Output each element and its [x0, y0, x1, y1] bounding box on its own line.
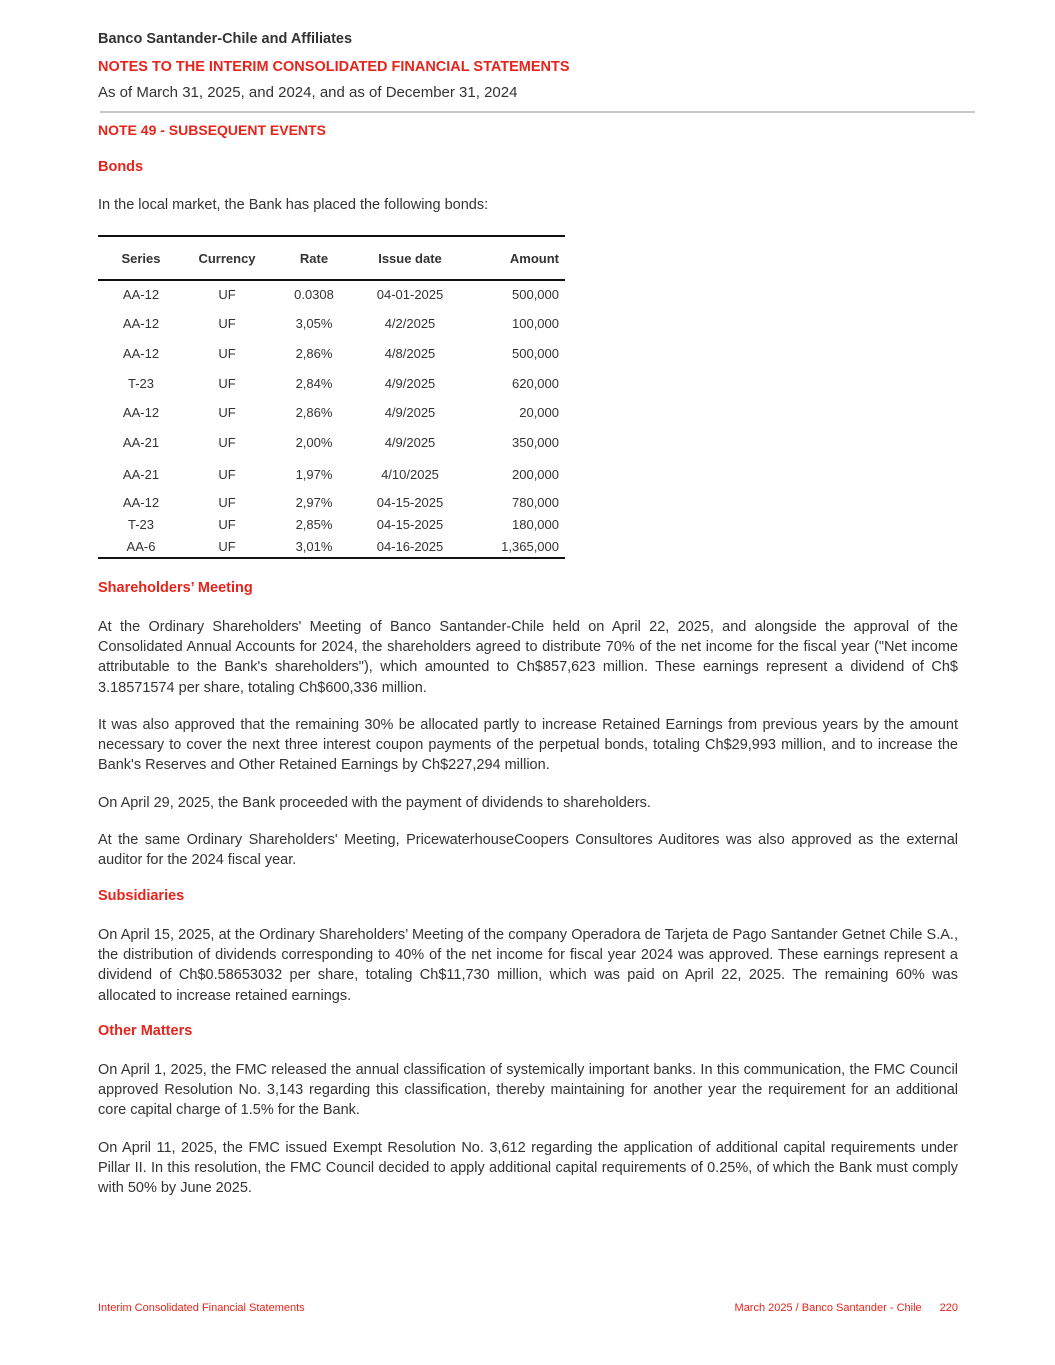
cell-issue-date: 04-15-2025	[376, 495, 444, 510]
cell-series: AA-12	[122, 495, 160, 510]
shareholders-heading: Shareholders’ Meeting	[98, 580, 253, 596]
company-name: Banco Santander-Chile and Affiliates	[98, 31, 353, 47]
cell-issue-date: 04-16-2025	[376, 539, 444, 554]
table-row	[98, 376, 565, 396]
cell-rate: 3,01%	[295, 539, 333, 554]
cell-currency: UF	[218, 287, 236, 302]
table-row	[98, 495, 565, 515]
cell-series: AA-21	[122, 435, 160, 450]
bonds-intro: In the local market, the Bank has placed the following bonds:	[98, 197, 489, 213]
cell-rate: 2,86%	[295, 346, 333, 361]
cell-amount: 200,000	[512, 467, 559, 482]
cell-series: AA-6	[126, 539, 156, 554]
cell-rate: 0.0308	[294, 287, 334, 302]
shareholders-paragraph-1: At the Ordinary Shareholders' Meeting of Banco Santander-Chile held on April 22, 2025, and alongside the approval of the Consolidated Annual Accounts for 2024, the shareholders agreed to distribute 70% of the net income for the fiscal year ("Net income attributable to the Bank's shareholders"), which amounted to Ch$857,623 million. These earnings represent a dividend of Ch$ 3.18571574 per share, totaling Ch$600,336 million.	[98, 619, 958, 696]
date-line: As of March 31, 2025, and 2024, and as of December 31, 2024	[98, 84, 518, 101]
document-title: NOTES TO THE INTERIM CONSOLIDATED FINANCIAL STATEMENTS	[98, 59, 570, 75]
cell-amount: 100,000	[512, 316, 559, 331]
cell-rate: 2,00%	[295, 435, 333, 450]
footer-left: Interim Consolidated Financial Statements	[98, 1302, 305, 1314]
cell-currency: UF	[218, 435, 236, 450]
other-matters-heading: Other Matters	[98, 1023, 193, 1039]
shareholders-paragraph-2: It was also approved that the remaining 30% be allocated partly to increase Retained Earnings from previous years by the amount necessary to cover the next three interest coupon payments of the perpetual bonds, totaling Ch$29,993 million, and to increase the Bank's Reserves and Other Retained Earnings by Ch$227,294 million.	[98, 717, 958, 774]
footer-right	[735, 1302, 958, 1314]
table-row	[98, 435, 565, 455]
cell-issue-date: 4/2/2025	[384, 316, 436, 331]
subsidiaries-paragraph: On April 15, 2025, at the Ordinary Shareholders’ Meeting of the company Operadora de Tarjeta de Pago Santander Getnet Chile S.A., the distribution of dividends corresponding to 40% of the net income for fiscal year 2024 was approved. These earnings represent a dividend of Ch$0.58653032 per share, totaling Ch$11,730 million, which was paid on April 22, 2025. The remaining 60% was allocated to increase retained earnings.	[98, 927, 958, 1004]
cell-amount: 620,000	[512, 376, 559, 391]
cell-series: AA-12	[122, 287, 160, 302]
shareholders-paragraph-3: On April 29, 2025, the Bank proceeded with the payment of dividends to shareholders.	[98, 795, 651, 811]
note-title: NOTE 49 - SUBSEQUENT EVENTS	[98, 122, 326, 138]
cell-rate: 2,86%	[295, 405, 333, 420]
cell-issue-date: 4/10/2025	[381, 467, 439, 482]
col-issue-date: Issue date	[378, 251, 442, 266]
cell-rate: 1,97%	[295, 467, 333, 482]
cell-issue-date: 4/9/2025	[384, 376, 436, 391]
cell-currency: UF	[218, 405, 236, 420]
table-row	[98, 539, 565, 559]
other-matters-paragraph-2: On April 11, 2025, the FMC issued Exempt Resolution No. 3,612 regarding the application of additional capital requirements under Pillar II. In this resolution, the FMC Council decided to apply additional capital requirements of 0.25%, of which the Bank must comply with 50% by June 2025.	[98, 1140, 958, 1197]
cell-issue-date: 04-01-2025	[376, 287, 444, 302]
col-rate: Rate	[299, 251, 329, 266]
cell-series: AA-12	[122, 346, 160, 361]
table-row	[98, 346, 565, 366]
table-row	[98, 316, 565, 336]
cell-currency: UF	[218, 376, 236, 391]
col-series: Series	[121, 251, 161, 266]
cell-amount: 500,000	[512, 287, 559, 302]
cell-currency: UF	[218, 346, 236, 361]
table-row	[98, 467, 565, 487]
page-number: 220	[939, 1302, 958, 1314]
cell-rate: 2,84%	[295, 376, 333, 391]
subsidiaries-heading: Subsidiaries	[98, 888, 185, 904]
cell-amount: 500,000	[512, 346, 559, 361]
table-row	[98, 287, 565, 307]
cell-issue-date: 04-15-2025	[376, 517, 444, 532]
cell-series: AA-12	[122, 405, 160, 420]
col-amount: Amount	[509, 251, 559, 266]
cell-amount: 180,000	[512, 517, 559, 532]
other-matters-paragraph-1: On April 1, 2025, the FMC released the annual classification of systemically important banks. In this communication, the FMC Council approved Resolution No. 3,143 regarding this classification, thereby maintaining for another year the requirement for an additional core capital charge of 1.5% for the Bank.	[98, 1062, 958, 1119]
bonds-heading: Bonds	[98, 159, 144, 175]
cell-rate: 2,97%	[295, 495, 333, 510]
cell-series: T-23	[127, 517, 154, 532]
cell-amount: 20,000	[519, 405, 559, 420]
cell-currency: UF	[218, 316, 236, 331]
table-row	[98, 517, 565, 537]
cell-issue-date: 4/8/2025	[384, 346, 436, 361]
cell-series: AA-21	[122, 467, 160, 482]
cell-amount: 350,000	[512, 435, 559, 450]
bonds-table	[98, 235, 565, 559]
cell-amount: 780,000	[512, 495, 559, 510]
header-divider	[100, 111, 975, 113]
cell-rate: 2,85%	[295, 517, 333, 532]
cell-currency: UF	[218, 539, 236, 554]
cell-issue-date: 4/9/2025	[384, 435, 436, 450]
cell-currency: UF	[218, 517, 236, 532]
cell-issue-date: 4/9/2025	[384, 405, 436, 420]
cell-currency: UF	[218, 467, 236, 482]
shareholders-paragraph-4: At the same Ordinary Shareholders' Meeting, PricewaterhouseCoopers Consultores Auditores was also approved as the external auditor for the 2024 fiscal year.	[98, 832, 958, 869]
cell-series: AA-12	[122, 316, 160, 331]
cell-amount: 1,365,000	[501, 539, 559, 554]
table-row	[98, 405, 565, 425]
col-currency: Currency	[198, 251, 256, 266]
cell-series: T-23	[127, 376, 154, 391]
cell-currency: UF	[218, 495, 236, 510]
cell-rate: 3,05%	[295, 316, 333, 331]
footer-source: March 2025 / Banco Santander - Chile	[734, 1302, 922, 1314]
table-header	[98, 237, 565, 281]
